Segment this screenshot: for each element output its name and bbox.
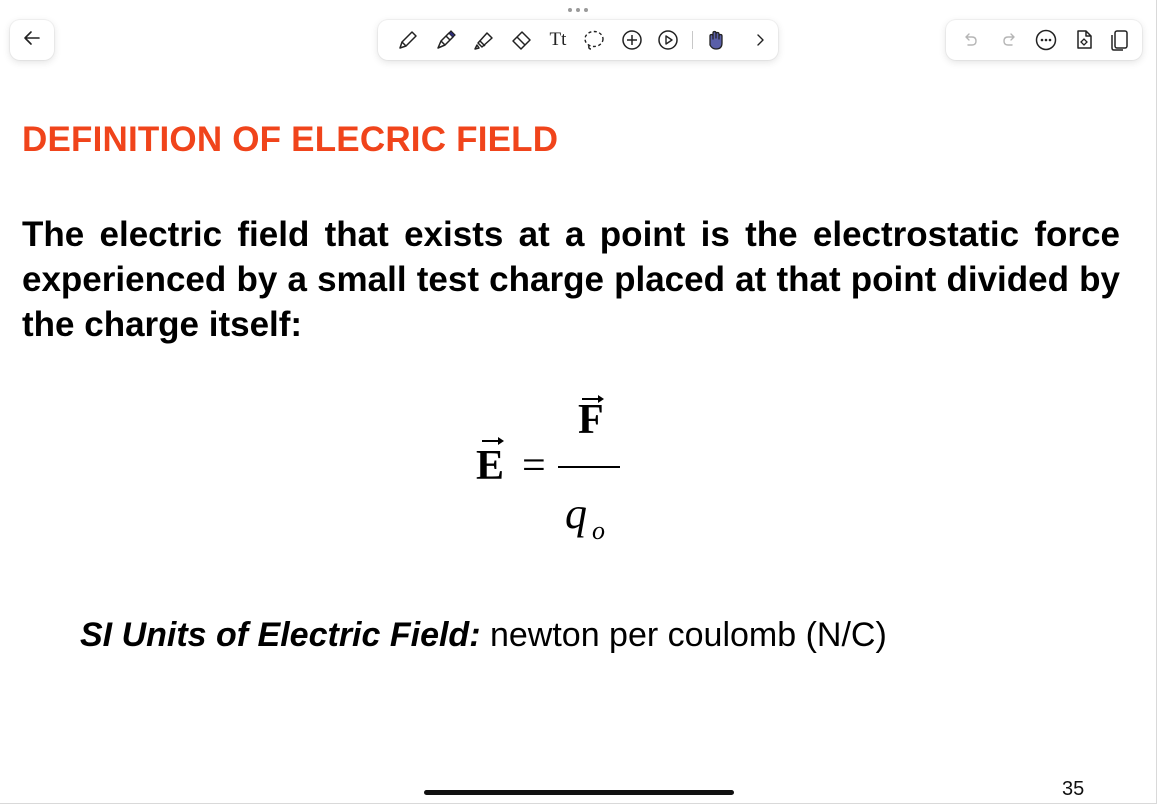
fraction-line [558, 466, 620, 468]
pen-tool-icon [396, 28, 420, 52]
hand-touch-icon [704, 28, 728, 52]
formula-denominator-subscript: o [592, 516, 605, 545]
lasso-tool-icon [582, 28, 606, 52]
undo-icon [961, 31, 979, 49]
more-tools-button[interactable] [748, 28, 772, 52]
formula-numerator: F [578, 397, 604, 443]
text-tool-button[interactable] [544, 28, 572, 52]
hand-touch-button[interactable] [704, 28, 728, 52]
formula-equals: = [522, 443, 546, 489]
drawing-toolbar [378, 20, 778, 60]
electric-field-formula [470, 390, 630, 550]
more-tools-chevron-icon [752, 32, 768, 48]
add-page-icon [1072, 28, 1096, 52]
toolbar-divider [692, 31, 693, 49]
slide-title: DEFINITION OF ELECRIC FIELD [22, 120, 559, 159]
si-units-line [80, 616, 887, 655]
page-number: 35 [1062, 778, 1085, 800]
redo-button[interactable] [998, 28, 1022, 52]
fountain-pen-tool-button[interactable] [434, 28, 458, 52]
present-play-icon [656, 28, 680, 52]
redo-icon [1001, 31, 1019, 49]
add-page-button[interactable] [1072, 28, 1096, 52]
window-drag-handle[interactable] [566, 6, 590, 14]
document-actions-toolbar [946, 20, 1142, 60]
add-element-icon [620, 28, 644, 52]
pen-tool-button[interactable] [396, 28, 420, 52]
back-arrow-icon [22, 28, 42, 53]
more-options-icon [1034, 28, 1058, 52]
pages-view-button[interactable] [1108, 28, 1132, 52]
definition-paragraph: The electric field that exists at a point is the electrostatic force experienced by a small test charge placed at that point divided by the charge itself: [22, 215, 1120, 344]
text-tool-icon: Tt [549, 29, 567, 50]
dot [576, 8, 580, 12]
fountain-pen-tool-icon [434, 28, 458, 52]
highlighter-tool-button[interactable] [472, 28, 496, 52]
home-indicator[interactable] [424, 790, 734, 795]
eraser-tool-icon [510, 28, 534, 52]
si-units-value: newton per coulomb (N/C) [480, 616, 887, 654]
add-element-button[interactable] [620, 28, 644, 52]
more-options-button[interactable] [1034, 28, 1058, 52]
back-button[interactable] [10, 20, 54, 60]
dot [568, 8, 572, 12]
si-units-label: SI Units of Electric Field: [80, 616, 481, 654]
dot [584, 8, 588, 12]
highlighter-tool-icon [472, 28, 496, 52]
lasso-tool-button[interactable] [582, 28, 606, 52]
present-button[interactable] [656, 28, 680, 52]
formula-lhs: E [476, 443, 505, 489]
eraser-tool-button[interactable] [510, 28, 534, 52]
formula-denominator: q [565, 489, 587, 538]
undo-button[interactable] [958, 28, 982, 52]
pages-view-icon [1108, 28, 1132, 52]
